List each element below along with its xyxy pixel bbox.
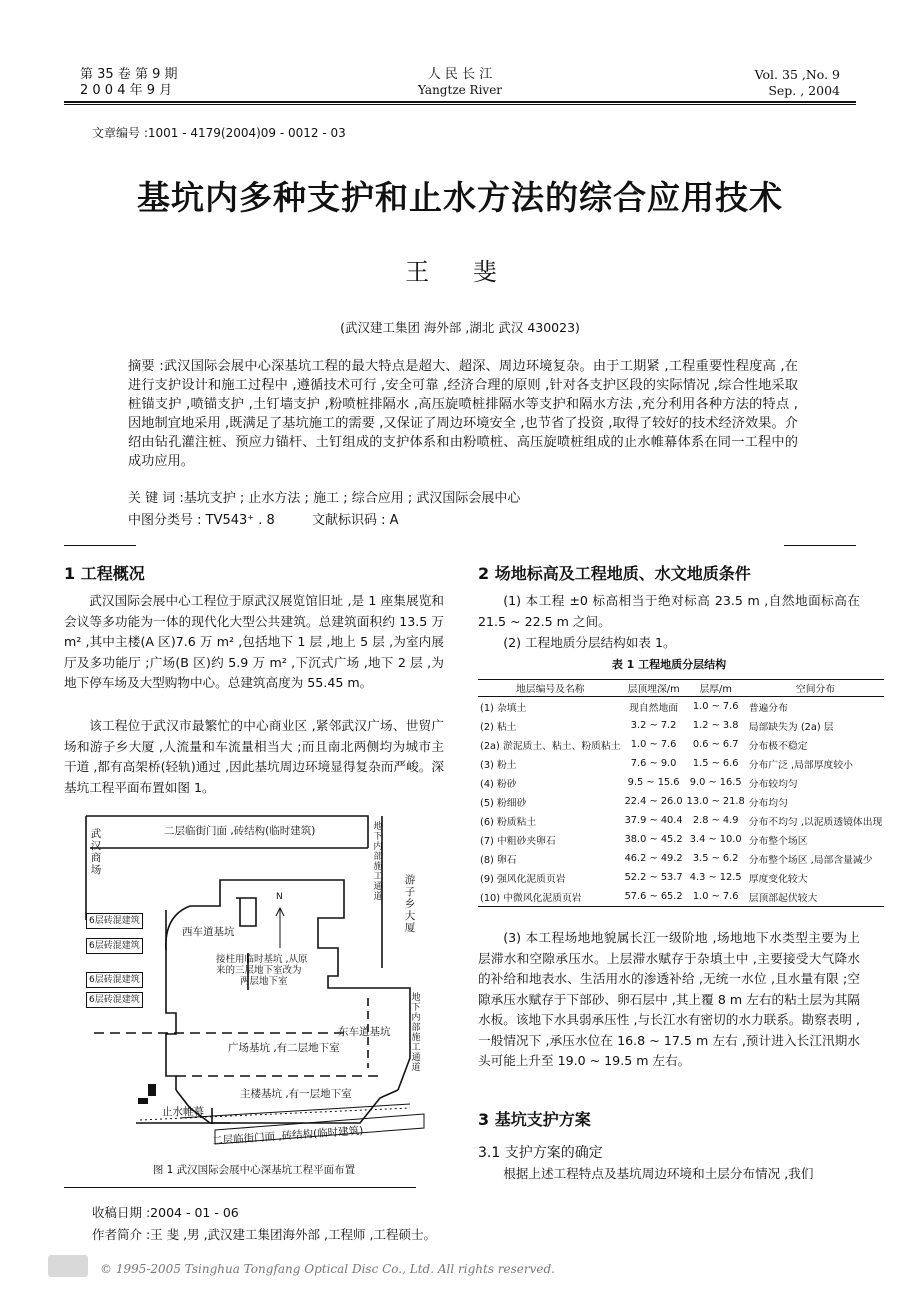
table-cell: 46.2 ~ 49.2 (624, 853, 683, 864)
table-cell: 分布较均匀 (748, 778, 798, 790)
table-row (478, 697, 884, 717)
fig-note-line-1: 接柱用临时基坑 ,从原 (216, 954, 308, 965)
fig-building-1: 6层砖混建筑 (86, 913, 143, 929)
article-number: 文章编号 :1001 - 4179(2004)09 - 0012 - 03 (92, 126, 346, 140)
section-2-para-2: (2) 工程地质分层结构如表 1。 (503, 635, 676, 650)
fig-note (216, 954, 308, 987)
section-1-heading: 1 工程概况 (64, 564, 145, 583)
section-3-1-para: 根据上述工程特点及基坑周边环境和土层分布情况 ,我们 (503, 1166, 814, 1181)
table-cell: 9.5 ~ 15.6 (627, 777, 680, 788)
table-cell: 13.0 ~ 21.8 (686, 796, 745, 807)
table-row (478, 868, 884, 887)
keywords: 关 键 词 :基坑支护 ; 止水方法 ; 施工 ; 综合应用 ; 武汉国际会展中心 (128, 491, 521, 506)
fig-building-2: 6层砖混建筑 (86, 938, 143, 954)
table-cell: 3.4 ~ 10.0 (689, 834, 742, 845)
table-cell: 38.0 ~ 45.2 (624, 834, 683, 845)
section-rule-right (784, 545, 856, 546)
table-cell: 厚度变化较大 (748, 873, 808, 885)
fig-note-line-3: 两层地下室 (240, 976, 288, 987)
table-row (478, 735, 884, 754)
table-1-title: 表 1 工程地质分层结构 (611, 658, 727, 671)
author-bio: 作者简介 :王 斐 ,男 ,武汉建工集团海外部 ,工程师 ,工程硕士。 (92, 1227, 436, 1242)
abstract: 摘要 :武汉国际会展中心深基坑工程的最大特点是超大、超深、周边环境复杂。由于工期紧 ,工程重要性程度高 ,在进行支护设计和施工过程中 ,遵循技术可行 ,安全可靠 ,经济合理的原则 ,针对各支护区段的实际情况 ,综合性地采取桩锚支护 ,喷锚支护 ,土钉墙支护 ,粉喷桩排隔水 ,高压旋喷桩排隔水等支护和隔水方法 ,充分利用各种方法的特点 ,因地制宜地采用 ,既满足了基坑施工的需要 ,又保证了周边环境安全 ,也节省了投资 ,取得了较好的技术经济效果。介绍由钻孔灌注桩、预应力锚杆、土钉组成的支护体系和由粉喷桩、高压旋喷桩组成的止水帷幕体系在同一工程中的成功应用。 (128, 359, 798, 469)
table-header: 层厚/m (685, 680, 747, 697)
fig-building-4: 6层砖混建筑 (86, 992, 143, 1008)
table-cell: 现自然地面 (629, 702, 679, 714)
fig-wuhan-mall: 武汉商场 (90, 828, 102, 876)
figure-1 (80, 808, 430, 1153)
table-row (478, 754, 884, 773)
fig-youzixiang: 游子乡大厦 (404, 874, 416, 934)
table-header: 层顶埋深/m (623, 680, 685, 697)
table-cell: (10) 中微风化泥质页岩 (478, 887, 623, 907)
table-cell: 37.9 ~ 40.4 (624, 815, 683, 826)
table-cell: (1) 杂填土 (480, 702, 527, 714)
table-row (478, 773, 884, 792)
fig-channel-top: 地下内部施工通道 (373, 822, 383, 902)
fig-main-pit: 主楼基坑 ,有一层地下室 (240, 1088, 352, 1100)
table-1 (478, 679, 884, 907)
fig-bottom-label: 二层临街门面 ,砖结构(临时建筑) (211, 1124, 364, 1148)
table-cell: (9) 强风化泥质页岩 (480, 873, 566, 885)
author-name: 王 斐 (405, 258, 515, 286)
volume-issue-en: Vol. 35 ,No. 9 (754, 67, 840, 82)
table-header: 空间分布 (747, 680, 885, 697)
table-cell: 1.0 ~ 7.6 (692, 701, 739, 712)
footnote-rule (64, 1187, 416, 1188)
table-cell: 1.0 ~ 7.6 (685, 887, 747, 907)
copyright-footer: © 1995-2005 Tsinghua Tongfang Optical Disc Co., Ltd. All rights reserved. (100, 1262, 555, 1276)
table-cell: 分布广泛 ,局部厚度较小 (748, 759, 853, 771)
table-row (478, 792, 884, 811)
section-rule-left (64, 545, 136, 546)
table-cell: (4) 粉砂 (480, 778, 517, 790)
table-cell: 普遍分布 (748, 702, 788, 714)
table-cell: 分布均匀 (748, 797, 788, 809)
affiliation: (武汉建工集团 海外部 ,湖北 武汉 430023) (340, 320, 580, 335)
table-cell: (2a) 淤泥质土、粘土、粉质粘土 (480, 740, 621, 752)
table-row (478, 716, 884, 735)
section-3-heading: 3 基坑支护方案 (478, 1110, 591, 1129)
table-cell: (7) 中粗砂夹卵石 (480, 835, 556, 847)
table-header-row (478, 680, 884, 697)
table-cell: 1.0 ~ 7.6 (630, 739, 677, 750)
received-date: 收稿日期 :2004 - 01 - 06 (92, 1205, 239, 1220)
table-cell: 0.6 ~ 6.7 (692, 739, 739, 750)
fig-north-arrow: N (276, 892, 283, 902)
fig-channel-bottom: 地下内部施工通道 (411, 993, 421, 1073)
fig-curtain: 止水帷幕 (162, 1106, 204, 1118)
table-cell: 分布极不稳定 (748, 740, 808, 752)
header-rule-thin (64, 104, 856, 105)
table-cell: 4.3 ~ 12.5 (689, 872, 742, 883)
section-3-1-heading: 3.1 支护方案的确定 (478, 1145, 603, 1161)
table-row (478, 811, 884, 830)
table-cell: 52.2 ~ 53.7 (624, 872, 683, 883)
table-cell: (6) 粉质粘土 (480, 816, 537, 828)
table-cell: 局部缺失为 (2a) 层 (748, 721, 834, 733)
fig-plaza-pit: 广场基坑 ,有二层地下室 (228, 1042, 340, 1054)
date-cn: 2 0 0 4 年 9 月 (80, 83, 173, 98)
table-cell: 2.8 ~ 4.9 (692, 815, 739, 826)
table-cell: (2) 粘土 (480, 721, 517, 733)
fig-building-3: 6层砖混建筑 (86, 972, 143, 988)
table-cell: 分布不均匀 ,以泥质透镜体出现 (748, 816, 883, 828)
section-2-para-1: (1) 本工程 ±0 标高相当于绝对标高 23.5 m ,自然地面标高在 21.5 ~ 22.5 m 之间。 (478, 593, 860, 629)
section-2-heading: 2 场地标高及工程地质、水文地质条件 (478, 564, 751, 583)
table-row (478, 830, 884, 849)
journal-name-cn: 人 民 长 江 (427, 67, 493, 82)
table-cell: 7.6 ~ 9.0 (630, 758, 677, 769)
table-cell: 1.2 ~ 3.8 (692, 720, 739, 731)
clc-number: 中图分类号 : TV543⁺ . 8 (128, 513, 275, 528)
fig-top-label: 二层临街门面 ,砖结构(临时建筑) (164, 825, 316, 837)
table-header: 地层编号及名称 (478, 680, 623, 697)
figure-1-caption: 图 1 武汉国际会展中心深基坑工程平面布置 (152, 1164, 356, 1176)
cnki-logo (48, 1255, 88, 1277)
date-en: Sep. , 2004 (768, 83, 840, 98)
table-cell: (8) 卵石 (480, 854, 517, 866)
table-cell: (3) 粉土 (480, 759, 517, 771)
fig-note-line-2: 来的三层地下室改为 (216, 965, 302, 976)
table-cell: 分布整个场区 ,局部含量减少 (748, 854, 873, 866)
table-row (478, 849, 884, 868)
document-code: 文献标识码 : A (312, 513, 399, 528)
section-1-para-2: 该工程位于武汉市最繁忙的中心商业区 ,紧邻武汉广场、世贸广场和游子乡大厦 ,人流量和车流量相当大 ;而且南北两侧均为城市主干道 ,都有高架桥(轻轨)通过 ,因此基坑周边环境显得复杂而严峻。深基坑工程平面布置如图 1。 (64, 718, 444, 795)
table-cell: 3.2 ~ 7.2 (630, 720, 677, 731)
table-row (478, 887, 884, 907)
table-cell: 9.0 ~ 16.5 (689, 777, 742, 788)
paper-title: 基坑内多种支护和止水方法的综合应用技术 (137, 178, 783, 217)
table-cell: 57.6 ~ 65.2 (623, 887, 685, 907)
table-cell: 层顶部起伏较大 (747, 887, 885, 907)
header-rule (64, 101, 856, 103)
journal-name-en: Yangtze River (417, 83, 503, 97)
table-cell: 3.5 ~ 6.2 (692, 853, 739, 864)
table-cell: 1.5 ~ 6.6 (692, 758, 739, 769)
table-cell: 22.4 ~ 26.0 (624, 796, 683, 807)
fig-west-ramp: 西车道基坑 (182, 926, 235, 938)
table-cell: (5) 粉细砂 (480, 797, 527, 809)
table-cell: 分布整个场区 (748, 835, 808, 847)
fig-east-ramp: 东车道基坑 (338, 1026, 391, 1038)
section-1-para-1: 武汉国际会展中心工程位于原武汉展览馆旧址 ,是 1 座集展览和会议等多功能为一体的现代化大型公共建筑。总建筑面积约 13.5 万 m² ,其中主楼(A 区)7.6 万 m² ,包括地下 1 层 ,地上 5 层 ,为室内展厅及多功能厅 ;广场(B 区)约 5.9 万 m² ,下沉式广场 ,地下 2 层 ,为地下停车场及大型购物中心。总建筑高度为 55.45 m。 (64, 593, 444, 690)
volume-issue-cn: 第 35 卷 第 9 期 (80, 67, 178, 82)
section-2-para-3: (3) 本工程场地地貌属长江一级阶地 ,场地地下水类型主要为上层滞水和空隙承压水。上层滞水赋存于杂填土中 ,主要接受大气降水的补给和地表水、生活用水的渗透补给 ,无统一水位 ,且水量有限 ;空隙承压水赋存于下部砂、卵石层中 ,其上覆 8 m 左右的粘土层为其隔水板。该地下水具弱承压性 ,与长江水有密切的水力联系。勘察表明 ,一般情况下 ,承压水位在 16.8 ~ 17.5 m 左右 ,预计进入长江汛期水头可能上升至 19.0 ~ 19.5 m 左右。 (478, 930, 860, 1068)
